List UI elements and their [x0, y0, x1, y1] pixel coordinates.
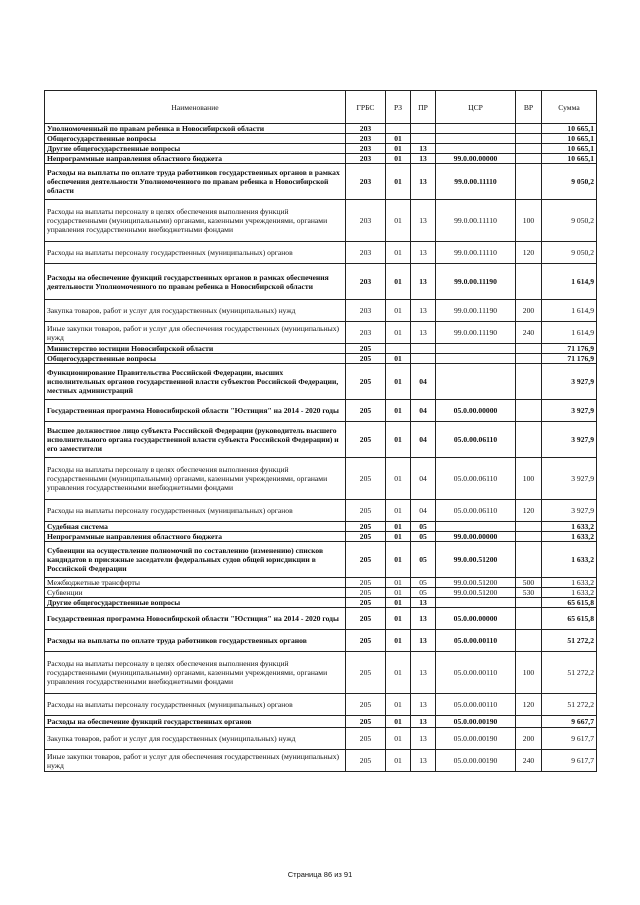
cell-vr: 240	[516, 750, 542, 772]
cell-vr: 100	[516, 458, 542, 500]
cell-name: Непрограммные направления областного бюджета	[45, 154, 346, 164]
table-row	[45, 588, 597, 598]
cell-csr: 99.0.00.11190	[436, 322, 516, 344]
cell-name: Расходы на выплаты персоналу государственных (муниципальных) органов	[45, 694, 346, 716]
table-row	[45, 364, 597, 400]
cell-sum: 3 927,9	[542, 458, 597, 500]
table-row	[45, 694, 597, 716]
table-row	[45, 400, 597, 422]
cell-vr: 500	[516, 578, 542, 588]
page-number: Страница 86 из 91	[287, 870, 353, 879]
cell-name: Межбюджетные трансферты	[45, 578, 346, 588]
cell-grbs: 203	[346, 154, 386, 164]
cell-rz: 01	[386, 364, 411, 400]
cell-name: Закупка товаров, работ и услуг для государственных (муниципальных) нужд	[45, 300, 346, 322]
cell-csr: 99.0.00.51200	[436, 542, 516, 578]
cell-pr: 05	[411, 542, 436, 578]
cell-vr: 100	[516, 652, 542, 694]
cell-rz	[386, 124, 411, 134]
cell-csr: 99.0.00.00000	[436, 154, 516, 164]
cell-grbs: 203	[346, 200, 386, 242]
cell-csr: 99.0.00.11190	[436, 264, 516, 300]
cell-grbs: 203	[346, 164, 386, 200]
cell-name: Расходы на выплаты персоналу в целях обеспечения выполнения функций государственными (муниципальными) органами, казенными учреждениями, органами управления государственными внебюджетными фондами	[45, 652, 346, 694]
cell-pr: 05	[411, 532, 436, 542]
table-row	[45, 598, 597, 608]
cell-vr	[516, 522, 542, 532]
table-row	[45, 652, 597, 694]
cell-sum: 9 667,7	[542, 716, 597, 728]
table-row	[45, 542, 597, 578]
cell-name: Иные закупки товаров, работ и услуг для обеспечения государственных (муниципальных) нужд	[45, 322, 346, 344]
cell-csr	[436, 354, 516, 364]
cell-grbs: 203	[346, 264, 386, 300]
header-grbs: ГРБС	[346, 91, 386, 124]
cell-csr	[436, 124, 516, 134]
cell-vr: 200	[516, 728, 542, 750]
table-row	[45, 522, 597, 532]
cell-rz: 01	[386, 144, 411, 154]
cell-sum: 10 665,1	[542, 144, 597, 154]
cell-sum: 3 927,9	[542, 422, 597, 458]
cell-sum: 1 633,2	[542, 522, 597, 532]
cell-csr: 05.0.00.00110	[436, 652, 516, 694]
table-row	[45, 154, 597, 164]
cell-csr: 05.0.00.06110	[436, 458, 516, 500]
table-row	[45, 750, 597, 772]
cell-grbs: 205	[346, 458, 386, 500]
cell-sum: 10 665,1	[542, 124, 597, 134]
cell-name: Общегосударственные вопросы	[45, 354, 346, 364]
cell-csr: 05.0.00.00190	[436, 728, 516, 750]
cell-rz: 01	[386, 598, 411, 608]
cell-grbs: 205	[346, 630, 386, 652]
cell-name: Уполномоченный по правам ребенка в Новосибирской области	[45, 124, 346, 134]
cell-csr	[436, 344, 516, 354]
cell-vr	[516, 716, 542, 728]
cell-pr: 04	[411, 422, 436, 458]
cell-csr: 99.0.00.51200	[436, 588, 516, 598]
cell-rz: 01	[386, 716, 411, 728]
cell-rz: 01	[386, 264, 411, 300]
cell-sum: 65 615,8	[542, 598, 597, 608]
cell-vr	[516, 354, 542, 364]
cell-vr	[516, 144, 542, 154]
cell-pr: 13	[411, 652, 436, 694]
cell-rz: 01	[386, 500, 411, 522]
table-row	[45, 144, 597, 154]
cell-rz: 01	[386, 458, 411, 500]
cell-name: Расходы на обеспечение функций государственных органов	[45, 716, 346, 728]
cell-csr	[436, 598, 516, 608]
header-csr: ЦСР	[436, 91, 516, 124]
cell-csr: 99.0.00.11110	[436, 164, 516, 200]
cell-pr	[411, 344, 436, 354]
cell-csr: 99.0.00.11110	[436, 200, 516, 242]
cell-rz: 01	[386, 694, 411, 716]
cell-csr: 05.0.00.00000	[436, 608, 516, 630]
cell-vr	[516, 532, 542, 542]
cell-grbs: 205	[346, 716, 386, 728]
cell-sum: 1 633,2	[542, 588, 597, 598]
table-row	[45, 322, 597, 344]
cell-grbs: 205	[346, 750, 386, 772]
cell-sum: 9 617,7	[542, 728, 597, 750]
cell-rz: 01	[386, 542, 411, 578]
cell-grbs: 205	[346, 598, 386, 608]
header-rz: РЗ	[386, 91, 411, 124]
cell-vr: 240	[516, 322, 542, 344]
cell-grbs: 205	[346, 588, 386, 598]
table-row	[45, 608, 597, 630]
cell-rz: 01	[386, 354, 411, 364]
cell-pr: 04	[411, 400, 436, 422]
cell-vr	[516, 154, 542, 164]
table-row	[45, 264, 597, 300]
header-name: Наименование	[45, 91, 346, 124]
cell-sum: 65 615,8	[542, 608, 597, 630]
cell-rz: 01	[386, 652, 411, 694]
cell-grbs: 205	[346, 344, 386, 354]
cell-sum: 3 927,9	[542, 364, 597, 400]
table-row	[45, 344, 597, 354]
header-pr: ПР	[411, 91, 436, 124]
cell-csr: 05.0.00.00190	[436, 750, 516, 772]
cell-pr: 13	[411, 728, 436, 750]
cell-pr: 13	[411, 716, 436, 728]
cell-rz: 01	[386, 322, 411, 344]
cell-grbs: 205	[346, 522, 386, 532]
cell-vr	[516, 598, 542, 608]
cell-sum: 71 176,9	[542, 354, 597, 364]
table-row	[45, 200, 597, 242]
cell-rz: 01	[386, 242, 411, 264]
cell-csr: 99.0.00.11190	[436, 300, 516, 322]
table-row	[45, 164, 597, 200]
cell-grbs: 205	[346, 608, 386, 630]
cell-rz: 01	[386, 164, 411, 200]
cell-pr: 13	[411, 200, 436, 242]
table-row	[45, 124, 597, 134]
table-row	[45, 354, 597, 364]
cell-rz: 01	[386, 588, 411, 598]
cell-grbs: 203	[346, 124, 386, 134]
cell-grbs: 203	[346, 322, 386, 344]
table-row	[45, 300, 597, 322]
cell-vr	[516, 364, 542, 400]
table-row	[45, 578, 597, 588]
cell-rz: 01	[386, 522, 411, 532]
cell-vr	[516, 542, 542, 578]
cell-grbs: 205	[346, 532, 386, 542]
table-row	[45, 242, 597, 264]
cell-name: Расходы на выплаты персоналу государственных (муниципальных) органов	[45, 500, 346, 522]
cell-name: Другие общегосударственные вопросы	[45, 144, 346, 154]
cell-pr: 13	[411, 242, 436, 264]
cell-csr	[436, 134, 516, 144]
cell-rz: 01	[386, 750, 411, 772]
cell-name: Высшее должностное лицо субъекта Российской Федерации (руководитель высшего исполнительного органа государственной власти субъекта Российской Федерации) и его заместители	[45, 422, 346, 458]
cell-grbs: 205	[346, 364, 386, 400]
cell-name: Судебная система	[45, 522, 346, 532]
cell-grbs: 205	[346, 354, 386, 364]
cell-name: Государственная программа Новосибирской области "Юстиция" на 2014 - 2020 годы	[45, 608, 346, 630]
cell-name: Министерство юстиции Новосибирской области	[45, 344, 346, 354]
cell-csr: 05.0.00.00110	[436, 694, 516, 716]
cell-sum: 1 614,9	[542, 300, 597, 322]
cell-pr: 13	[411, 598, 436, 608]
cell-pr: 13	[411, 694, 436, 716]
cell-csr: 05.0.00.00110	[436, 630, 516, 652]
cell-pr	[411, 124, 436, 134]
cell-rz: 01	[386, 400, 411, 422]
cell-vr	[516, 264, 542, 300]
cell-name: Закупка товаров, работ и услуг для государственных (муниципальных) нужд	[45, 728, 346, 750]
table-row	[45, 500, 597, 522]
table-body	[45, 124, 597, 772]
table-row	[45, 630, 597, 652]
cell-name: Субвенции	[45, 588, 346, 598]
cell-csr	[436, 522, 516, 532]
cell-pr: 13	[411, 154, 436, 164]
cell-name: Общегосударственные вопросы	[45, 134, 346, 144]
cell-sum: 71 176,9	[542, 344, 597, 354]
table-row	[45, 728, 597, 750]
cell-csr: 99.0.00.11110	[436, 242, 516, 264]
cell-name: Расходы на выплаты персоналу в целях обеспечения выполнения функций государственными (муниципальными) органами, казенными учреждениями, органами управления государственными внебюджетными фондами	[45, 200, 346, 242]
cell-sum: 9 050,2	[542, 200, 597, 242]
cell-pr: 05	[411, 578, 436, 588]
cell-pr: 13	[411, 164, 436, 200]
cell-csr: 05.0.00.00190	[436, 716, 516, 728]
cell-grbs: 203	[346, 300, 386, 322]
cell-rz: 01	[386, 578, 411, 588]
cell-rz	[386, 344, 411, 354]
cell-rz: 01	[386, 134, 411, 144]
cell-name: Расходы на выплаты по оплате труда работников государственных органов	[45, 630, 346, 652]
cell-vr	[516, 134, 542, 144]
cell-csr: 99.0.00.00000	[436, 532, 516, 542]
cell-csr	[436, 144, 516, 154]
cell-name: Функционирование Правительства Российской Федерации, высших исполнительных органов государственной власти субъектов Российской Федерации, местных администраций	[45, 364, 346, 400]
cell-sum: 1 633,2	[542, 542, 597, 578]
cell-name: Субвенции на осуществление полномочий по составлению (изменению) списков кандидатов в присяжные заседатели федеральных судов общей юрисдикции в Российской Федерации	[45, 542, 346, 578]
cell-rz: 01	[386, 300, 411, 322]
cell-pr: 13	[411, 630, 436, 652]
cell-pr: 13	[411, 300, 436, 322]
cell-vr: 120	[516, 694, 542, 716]
cell-rz: 01	[386, 630, 411, 652]
cell-vr: 120	[516, 242, 542, 264]
cell-name: Иные закупки товаров, работ и услуг для обеспечения государственных (муниципальных) нужд	[45, 750, 346, 772]
cell-vr	[516, 164, 542, 200]
table-row	[45, 458, 597, 500]
cell-sum: 1 633,2	[542, 578, 597, 588]
cell-rz: 01	[386, 154, 411, 164]
cell-sum: 10 665,1	[542, 134, 597, 144]
cell-sum: 51 272,2	[542, 630, 597, 652]
cell-rz: 01	[386, 200, 411, 242]
cell-pr	[411, 354, 436, 364]
cell-csr: 99.0.00.51200	[436, 578, 516, 588]
cell-rz: 01	[386, 608, 411, 630]
cell-sum: 3 927,9	[542, 400, 597, 422]
cell-csr: 05.0.00.06110	[436, 422, 516, 458]
cell-name: Непрограммные направления областного бюджета	[45, 532, 346, 542]
cell-grbs: 205	[346, 694, 386, 716]
cell-csr: 05.0.00.06110	[436, 500, 516, 522]
cell-sum: 10 665,1	[542, 154, 597, 164]
cell-vr	[516, 608, 542, 630]
cell-name: Расходы на обеспечение функций государственных органов в рамках обеспечения деятельности Уполномоченного по правам ребенка в Новосибирской области	[45, 264, 346, 300]
cell-pr: 05	[411, 522, 436, 532]
cell-sum: 1 633,2	[542, 532, 597, 542]
cell-pr: 05	[411, 588, 436, 598]
cell-name: Расходы на выплаты персоналу государственных (муниципальных) органов	[45, 242, 346, 264]
cell-grbs: 205	[346, 422, 386, 458]
cell-pr: 13	[411, 322, 436, 344]
cell-rz: 01	[386, 532, 411, 542]
cell-pr: 13	[411, 264, 436, 300]
cell-vr	[516, 422, 542, 458]
cell-vr: 530	[516, 588, 542, 598]
cell-grbs: 205	[346, 400, 386, 422]
cell-vr: 100	[516, 200, 542, 242]
cell-name: Другие общегосударственные вопросы	[45, 598, 346, 608]
cell-sum: 9 617,7	[542, 750, 597, 772]
cell-sum: 51 272,2	[542, 652, 597, 694]
cell-grbs: 205	[346, 728, 386, 750]
cell-pr	[411, 134, 436, 144]
cell-sum: 3 927,9	[542, 500, 597, 522]
cell-name: Государственная программа Новосибирской области "Юстиция" на 2014 - 2020 годы	[45, 400, 346, 422]
cell-grbs: 203	[346, 144, 386, 154]
cell-rz: 01	[386, 728, 411, 750]
cell-vr	[516, 124, 542, 134]
cell-grbs: 205	[346, 542, 386, 578]
cell-vr: 120	[516, 500, 542, 522]
cell-grbs: 203	[346, 242, 386, 264]
cell-pr: 04	[411, 364, 436, 400]
cell-pr: 04	[411, 500, 436, 522]
cell-csr: 05.0.00.00000	[436, 400, 516, 422]
cell-sum: 51 272,2	[542, 694, 597, 716]
table-header-row	[45, 91, 597, 124]
cell-sum: 9 050,2	[542, 242, 597, 264]
cell-pr: 04	[411, 458, 436, 500]
cell-vr	[516, 400, 542, 422]
cell-vr	[516, 344, 542, 354]
table-row	[45, 422, 597, 458]
cell-pr: 13	[411, 608, 436, 630]
cell-grbs: 203	[346, 134, 386, 144]
cell-vr: 200	[516, 300, 542, 322]
cell-sum: 9 050,2	[542, 164, 597, 200]
cell-grbs: 205	[346, 500, 386, 522]
cell-pr: 13	[411, 750, 436, 772]
cell-vr	[516, 630, 542, 652]
header-vr: ВР	[516, 91, 542, 124]
cell-csr	[436, 364, 516, 400]
cell-rz: 01	[386, 422, 411, 458]
cell-sum: 1 614,9	[542, 264, 597, 300]
table-row	[45, 134, 597, 144]
cell-name: Расходы на выплаты по оплате труда работников государственных органов в рамках обеспечения деятельности Уполномоченного по правам ребенка в Новосибирской области	[45, 164, 346, 200]
cell-sum: 1 614,9	[542, 322, 597, 344]
cell-grbs: 205	[346, 578, 386, 588]
header-sum: Сумма	[542, 91, 597, 124]
budget-table	[44, 90, 597, 772]
table-row	[45, 716, 597, 728]
cell-grbs: 205	[346, 652, 386, 694]
table-row	[45, 532, 597, 542]
cell-name: Расходы на выплаты персоналу в целях обеспечения выполнения функций государственными (муниципальными) органами, казенными учреждениями, органами управления государственными внебюджетными фондами	[45, 458, 346, 500]
cell-pr: 13	[411, 144, 436, 154]
